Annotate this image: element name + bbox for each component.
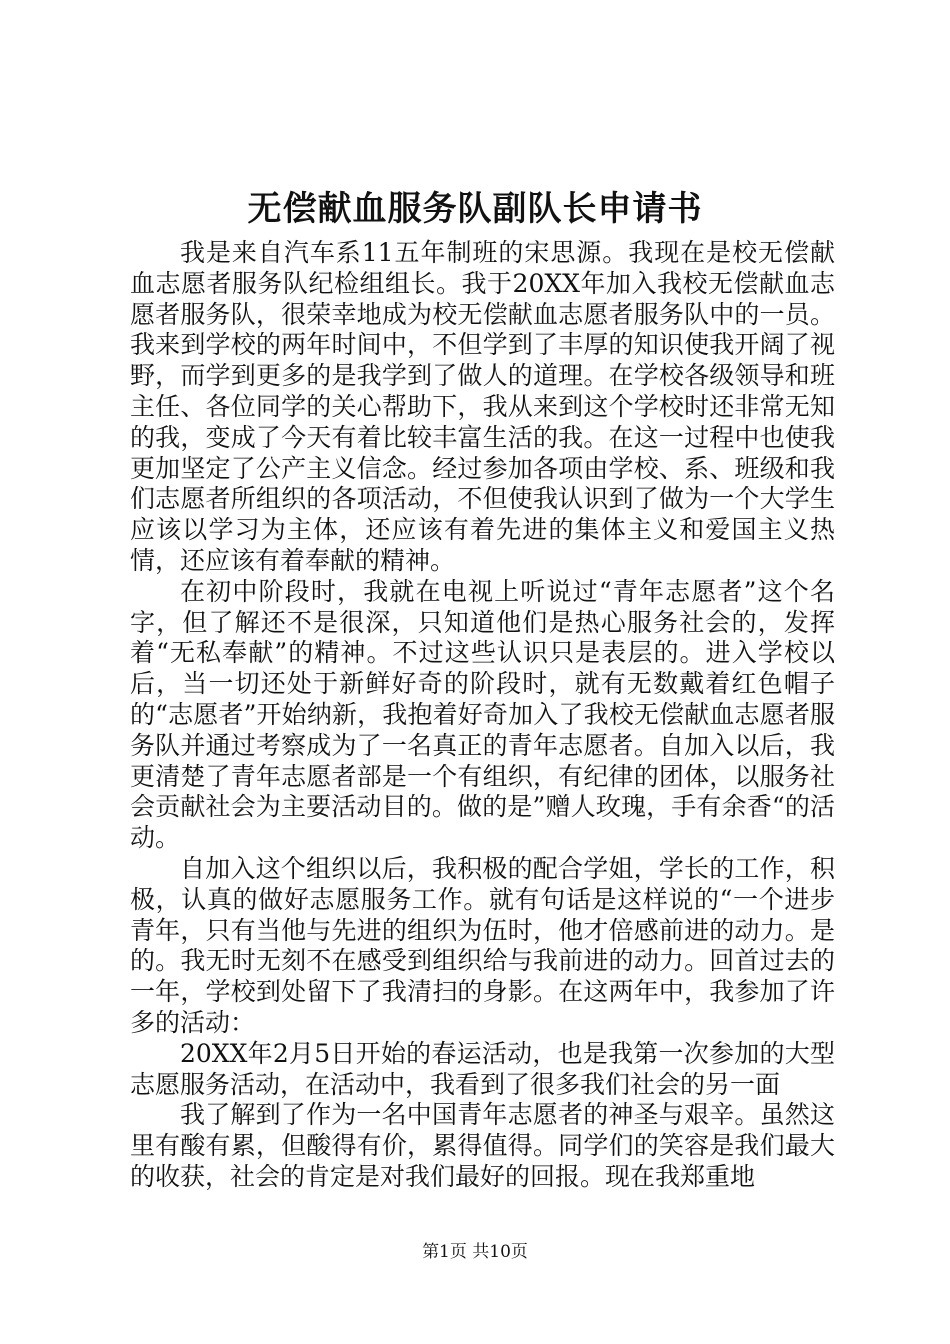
paragraph-5: 我了解到了作为一名中国青年志愿者的神圣与艰辛。虽然这里有酸有累，但酸得有价，累得值得。同学们的笑容是我们最大的收获，社会的肯定是对我们最好的回报。现在我郑重地 bbox=[130, 1100, 835, 1191]
paragraph-4: 20XX年2月5日开始的春运活动，也是我第一次参加的大型志愿服务活动，在活动中，我看到了很多我们社会的另一面 bbox=[130, 1038, 835, 1099]
paragraph-2: 在初中阶段时，我就在电视上听说过“青年志愿者”这个名字，但了解还不是很深，只知道他们是热心服务社会的，发挥着“无私奉献”的精神。不过这些认识只是表层的。进入学校以后，当一切还处于新鲜好奇的阶段时，就有无数戴着红色帽子的“志愿者”开始纳新，我抱着好奇加入了我校无偿献血志愿者服务队并通过考察成为了一名真正的青年志愿者。自加入以后，我更清楚了青年志愿者部是一个有组织，有纪律的团体，以服务社会贡献社会为主要活动目的。做的是”赠人玫瑰，手有余香“的活动。 bbox=[130, 576, 835, 853]
page-footer: 第1页 共10页 bbox=[422, 1242, 528, 1262]
paragraph-3: 自加入这个组织以后，我积极的配合学姐，学长的工作，积极，认真的做好志愿服务工作。就有句话是这样说的“一个进步青年，只有当他与先进的组织为伍时，他才倍感前进的动力。是的。我无时无刻不在感受到组织给与我前进的动力。回首过去的一年，学校到处留下了我清扫的身影。在这两年中，我参加了许多的活动： bbox=[130, 853, 835, 1037]
document-body bbox=[130, 238, 835, 1193]
paragraph-1: 我是来自汽车系11五年制班的宋思源。我现在是校无偿献血志愿者服务队纪检组组长。我于20XX年加入我校无偿献血志愿者服务队，很荣幸地成为校无偿献血志愿者服务队中的一员。我来到学校的两年时间中，不但学到了丰厚的知识使我开阔了视野，而学到更多的是我学到了做人的道理。在学校各级领导和班主任、各位同学的关心帮助下，我从来到这个学校时还非常无知的我，变成了今天有着比较丰富生活的我。在这一过程中也使我更加坚定了公产主义信念。经过参加各项由学校、系、班级和我们志愿者所组织的各项活动，不但使我认识到了做为一个大学生应该以学习为主体，还应该有着先进的集体主义和爱国主义热情，还应该有着奉献的精神。 bbox=[130, 238, 835, 575]
document-title: 无偿献血服务队副队长申请书 bbox=[247, 189, 703, 229]
